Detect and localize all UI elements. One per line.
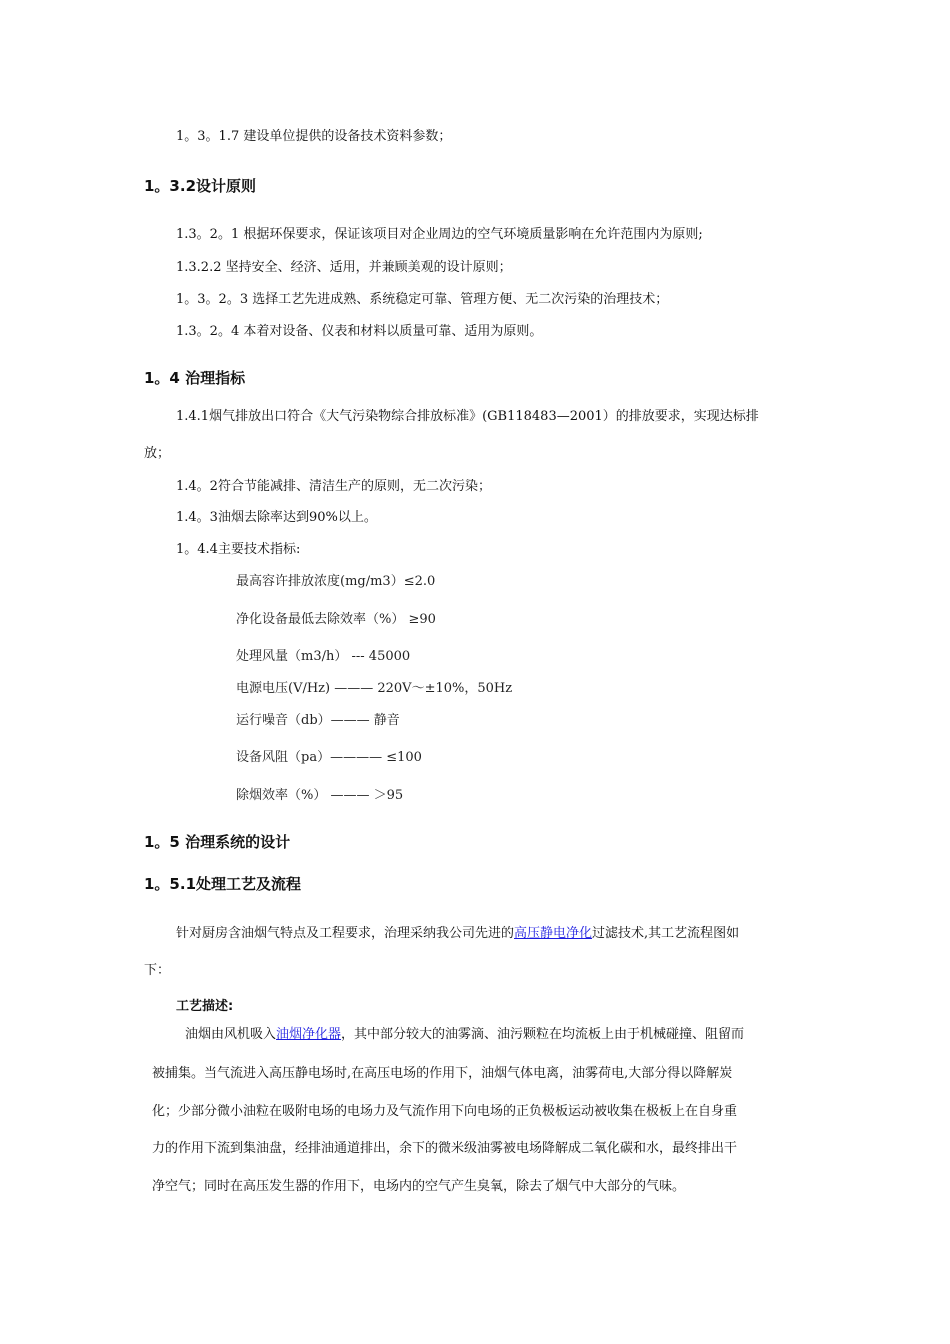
oil-fume-purifier-link[interactable]: 油烟净化器: [276, 1027, 342, 1042]
section-heading-1-5-1: 1。5.1处理工艺及流程: [144, 875, 302, 893]
description-text: ，其中部分较大的油雾滴、油污颗粒在均流板上由于机械碰撞、阻留而: [341, 1027, 745, 1042]
list-item: 1。3。2。3 选择工艺先进成熟、系统稳定可靠、管理方便、无二次污染的治理技术；: [176, 292, 669, 307]
spec-line: 处理风量（m3/h） --- 45000: [236, 649, 411, 664]
list-item: 1.3.2.2 坚持安全、经济、适用，并兼顾美观的设计原则；: [176, 260, 512, 275]
section-heading-1-4: 1。4 治理指标: [144, 369, 246, 387]
list-item: 1.4.1烟气排放出口符合《大气污染物综合排放标准》(GB118483—2001）的排放要求，实现达标排: [176, 409, 759, 424]
description-line: 被捕集。当气流进入高压静电场时,在高压电场的作用下，油烟气体电离，油雾荷电,大部分得以降解炭: [152, 1066, 733, 1081]
list-item: 1。4.4主要技术指标:: [176, 542, 301, 557]
intro-paragraph-continuation: 下：: [144, 963, 171, 978]
process-description-title: 工艺描述:: [176, 999, 234, 1014]
spec-line: 设备风阻（pa）———— ≤100: [236, 750, 422, 765]
intro-paragraph: [176, 926, 739, 942]
list-item: 1.3。2。1 根据环保要求，保证该项目对企业周边的空气环境质量影响在允许范围内为原则;: [176, 227, 703, 242]
list-item: 1.4。3油烟去除率达到90%以上。: [176, 510, 377, 525]
description-line: 化；少部分微小油粒在吸附电场的电场力及气流作用下向电场的正负极板运动被收集在极板上在自身重: [152, 1104, 738, 1119]
section-heading-1-3-2: 1。3.2设计原则: [144, 177, 257, 195]
spec-line: 最高容许排放浓度(mg/m3）≤2.0: [236, 574, 436, 589]
spec-line: 电源电压(V/Hz) ——— 220V～±10%，50Hz: [236, 681, 513, 696]
list-item: 1.3。2。4 本着对设备、仪表和材料以质量可靠、适用为原则。: [176, 324, 543, 339]
description-line: [185, 1027, 744, 1043]
high-voltage-electrostatic-link[interactable]: 高压静电净化: [514, 926, 593, 941]
spec-line: 除烟效率（%） ——— ＞95: [236, 788, 404, 803]
list-item: 1。3。1.7 建设单位提供的设备技术资料参数；: [176, 129, 452, 144]
description-line: 净空气；同时在高压发生器的作用下，电场内的空气产生臭氧，除去了烟气中大部分的气味。: [152, 1179, 686, 1194]
intro-text: 针对厨房含油烟气特点及工程要求，治理采纳我公司先进的: [176, 926, 515, 941]
description-line: 力的作用下流到集油盘，经排油通道排出，余下的微米级油雾被电场降解成二氧化碳和水，最终排出干: [152, 1141, 738, 1156]
intro-text: 过滤技术,其工艺流程图如: [592, 926, 740, 941]
description-text: 油烟由风机吸入: [185, 1027, 277, 1042]
section-heading-1-5: 1。5 治理系统的设计: [144, 833, 291, 851]
spec-line: 净化设备最低去除效率（%） ≥90: [236, 612, 436, 627]
list-item-continuation: 放；: [144, 446, 171, 461]
spec-line: 运行噪音（db）——— 静音: [236, 713, 400, 728]
list-item: 1.4。2符合节能减排、清洁生产的原则，无二次污染；: [176, 479, 491, 494]
